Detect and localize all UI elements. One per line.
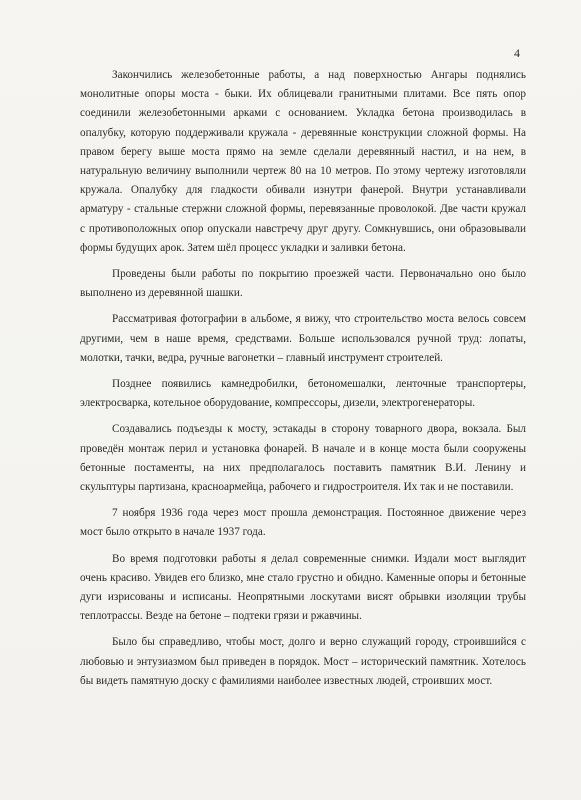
paragraph-4: Позднее появились камнедробилки, бетономешалки, ленточные транспортеры, электросварка, котельное оборудование, компрессоры, дизели, электрогенераторы.: [80, 378, 526, 410]
paragraph-7: Во время подготовки работы я делал современные снимки. Издали мост выглядит очень красиво. Увидев его близко, мне стало грустно и обидно. Каменные опоры и бетонные дуги изрисованы и исписаны. Неопрятными лоскутами висят обрывки изоляции трубы теплотрассы. Везде на бетоне – подтеки грязи и ржавчины.: [80, 552, 526, 623]
paragraph-2: Проведены были работы по покрытию проезжей части. Первоначально оно было выполнено из деревянной шашки.: [80, 268, 526, 300]
paragraph-3: Рассматривая фотографии в альбоме, я вижу, что строительство моста велось совсем другими, чем в наше время, средствами. Больше использовался ручной труд: лопаты, молотки, тачки, ведра, ручные вагонетки – главный инструмент строителей.: [80, 313, 526, 364]
body-text: [80, 66, 526, 698]
paragraph-6: 7 ноября 1936 года через мост прошла демонстрация. Постоянное движение через мост было открыто в начале 1937 года.: [80, 507, 526, 539]
paragraph-8: Было бы справедливо, чтобы мост, долго и верно служащий городу, строившийся с любовью и энтузиазмом был приведен в порядок. Мост – исторический памятник. Хотелось бы видеть памятную доску с фамилиями наиболее известных людей, строивших мост.: [80, 636, 526, 687]
paragraph-1: Закончились железобетонные работы, а над поверхностью Ангары поднялись монолитные опоры моста - быки. Их облицевали гранитными плитами. Все пять опор соединили железобетонными арками с основанием. Укладка бетона производилась в опалубку, которую поддерживали кружала - деревянные конструкции сложной формы. На правом берегу выше моста прямо на земле сделали деревянный настил, и на нем, в натуральную величину выполнили чертеж 80 на 10 метров. По этому чертежу изготовляли кружала. Опалубку для гладкости обивали изнутри фанерой. Внутри устанавливали арматуру - стальные стержни сложной формы, перевязанные проволокой. Две части кружал с противоположных опор опускали навстречу друг другу. Сомкнувшись, они образовывали формы будущих арок. Затем шёл процесс укладки и заливки бетона.: [80, 69, 526, 254]
page-number: 4: [514, 46, 520, 60]
paragraph-5: Создавались подъезды к мосту, эстакады в сторону товарного двора, вокзала. Был проведён монтаж перил и установка фонарей. В начале и в конце моста были сооружены бетонные постаменты, на них предполагалось поставить памятник В.И. Ленину и скульптуры партизана, красноармейца, рабочего и гидростроителя. Их так и не поставили.: [80, 423, 526, 494]
